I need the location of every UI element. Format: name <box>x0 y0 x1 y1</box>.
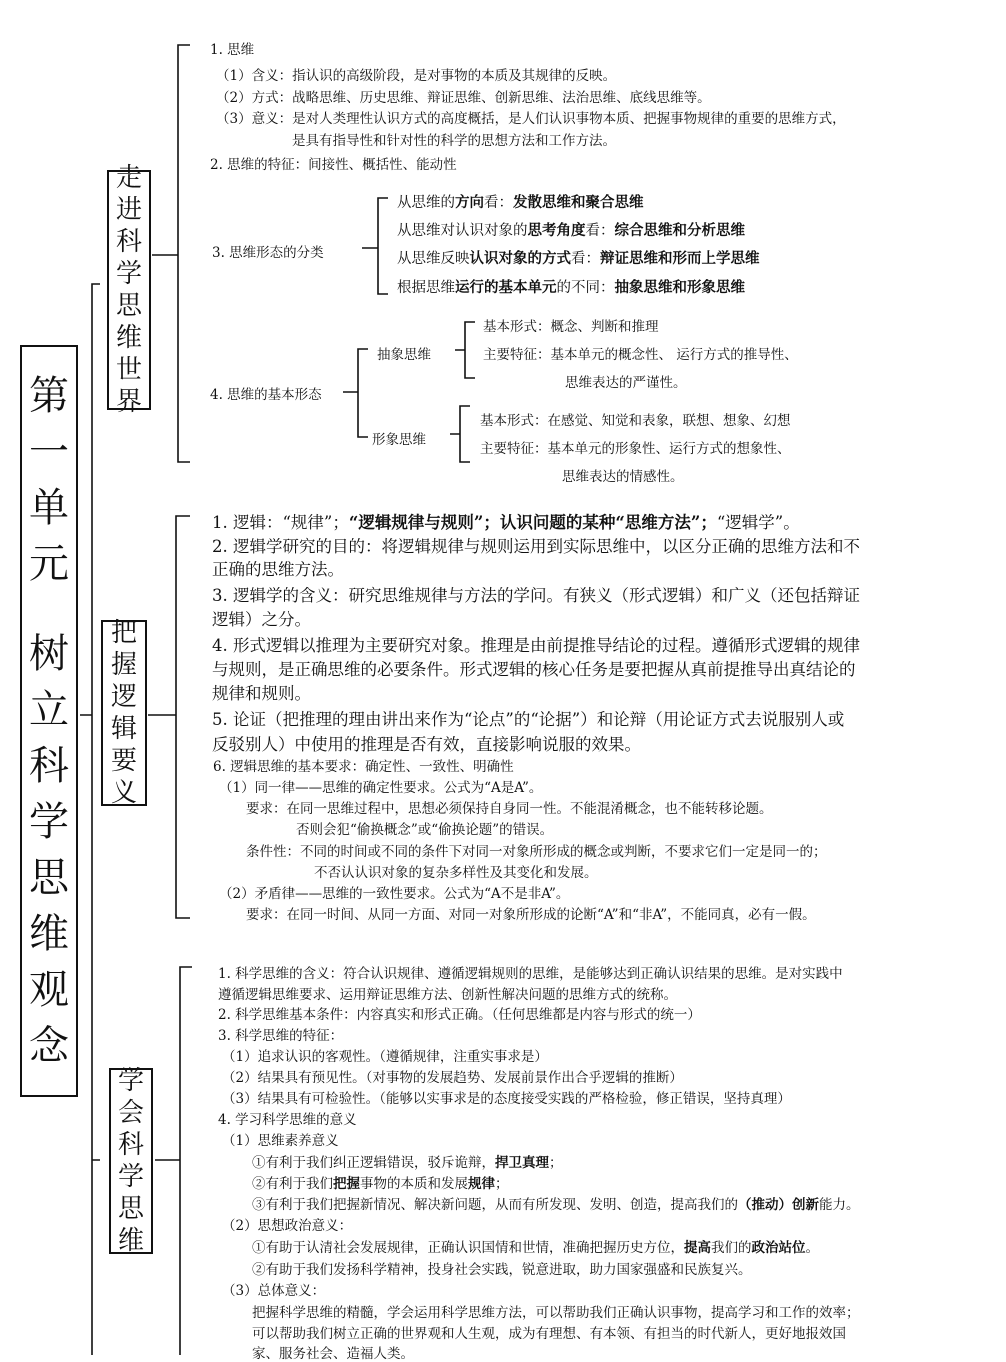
s3-m3a: （1）追求认识的客观性。（遵循规律，注重实事求是） <box>222 1049 548 1065</box>
s3-m4c1: 把握科学思维的精髓，学会运用科学思维方法，可以帮助我们正确认识事物，提高学习和工作的效率； <box>252 1305 860 1321</box>
title-char: 学 <box>117 1162 144 1192</box>
s1-item2: 2. 思维的特征：间接性、概括性、能动性 <box>210 157 457 173</box>
s1-item4: 4. 思维的基本形态 <box>210 387 322 403</box>
s1-item1b: （2）方式：战略思维、历史思维、辩证思维、创新思维、法治思维、底线思维等。 <box>216 90 711 106</box>
title-char: 把 <box>110 618 137 648</box>
s1-class1: 从思维的方向看：发散思维和聚合思维 <box>397 194 644 211</box>
title-char: 科 <box>115 227 142 257</box>
section1-bracket <box>152 45 190 462</box>
s3-m4b2: ②有助于我们发扬科学精神，投身社会实践，锐意进取，助力国家强盛和民族复兴。 <box>252 1262 752 1278</box>
s3-m4c3: 家、服务社会、造福人类。 <box>252 1346 414 1362</box>
s3-m4b: （2）思想政治意义： <box>222 1218 353 1234</box>
s3-m3c: （3）结果具有可检验性。（能够以实事求是的态度接受实践的严格检验，修正错误，坚持真理） <box>222 1091 791 1107</box>
title-char: 一 <box>29 429 69 475</box>
s2-l3a: 3. 逻辑学的含义：研究思维规律与方法的学问。有狭义（形式逻辑）和广义（还包括辩证 <box>212 586 860 605</box>
s2-l6a4: 不否认认识对象的复杂多样性及其变化和发展。 <box>314 865 598 881</box>
s2-l6a: （1）同一律——思维的确定性要求。公式为“A是A”。 <box>219 780 543 796</box>
s1-item1c: （3）意义：是对人类理性认识方式的高度概括，是人们认识事物本质、把握事物规律的重要的思维方式， <box>216 111 846 127</box>
title-char: 观 <box>29 967 69 1013</box>
s2-l2a: 2. 逻辑学研究的目的：将逻辑规律与规则运用到实际思维中，以区分正确的思维方法和不 <box>212 537 860 556</box>
s2-l6b1: 要求：在同一时间、从同一方面、对同一对象所形成的论断“A”和“非A”，不能同真，必有一假。 <box>246 907 816 923</box>
title-char: 维 <box>117 1226 144 1256</box>
s1-image: 形象思维 <box>372 432 426 448</box>
title-char: 走 <box>115 163 142 193</box>
section3-bracket <box>155 967 192 1355</box>
s2-l3b: 逻辑）之分。 <box>212 610 311 629</box>
image-bracket <box>450 406 470 462</box>
title-char: 科 <box>29 743 69 789</box>
s3-m4: 4. 学习科学思维的意义 <box>218 1112 357 1128</box>
section2-title-box <box>101 620 147 806</box>
unit-title-box <box>20 345 78 1097</box>
s1-abs-feat: 主要特征：基本单元的概念性、 运行方式的推导性、 <box>483 347 798 363</box>
title-char: 科 <box>117 1130 144 1160</box>
s2-l1: 1. 逻辑：“规律”；“逻辑规律与规则”；认识问题的某种“思维方法”；“逻辑学”。 <box>212 513 800 532</box>
s1-item1: 1. 思维 <box>210 42 255 58</box>
section1-title-box <box>107 163 151 417</box>
title-char: 单 <box>29 485 69 531</box>
section3-title-box <box>109 1068 153 1254</box>
title-char: 维 <box>115 323 142 353</box>
s3-m4a1: ①有利于我们纠正逻辑错误，驳斥诡辩，捍卫真理； <box>252 1155 563 1171</box>
s2-l6a2: 否则会犯“偷换概念”或“偷换论题”的错误。 <box>296 822 554 838</box>
title-char: 思 <box>117 1194 144 1224</box>
title-char: 维 <box>29 911 69 957</box>
title-char: 会 <box>117 1098 144 1128</box>
s2-l4a: 4. 形式逻辑以推理为主要研究对象。推理是由前提推导结论的过程。遵循形式逻辑的规律 <box>212 636 860 655</box>
s1-img-feat2: 思维表达的情感性。 <box>562 469 684 485</box>
s1-abs-form: 基本形式：概念、判断和推理 <box>483 319 659 335</box>
s1-class4: 根据思维运行的基本单元的不同：抽象思维和形象思维 <box>397 279 745 296</box>
title-char: 辑 <box>110 714 137 744</box>
s1-item3: 3. 思维形态的分类 <box>212 245 324 261</box>
title-char: 学 <box>117 1066 144 1096</box>
s2-l6: 6. 逻辑思维的基本要求：确定性、一致性、明确性 <box>213 759 514 775</box>
s1-img-form: 基本形式：在感觉、知觉和表象，联想、想象、幻想 <box>480 413 791 429</box>
title-char: 思 <box>115 291 142 321</box>
s2-l6a3: 条件性：不同的时间或不同的条件下对同一对象所形成的概念或判断，不要求它们一定是同一的； <box>246 844 827 860</box>
s2-l4b: 与规则，是正确思维的必要条件。形式逻辑的核心任务是要把握从真前提推导出真结论的 <box>212 660 856 679</box>
title-char: 世 <box>115 355 142 385</box>
forms-bracket <box>343 349 368 437</box>
title-char: 界 <box>115 387 142 417</box>
title-char: 树 <box>29 631 69 677</box>
title-char: 学 <box>29 799 69 845</box>
s3-m4c2: 可以帮助我们树立正确的世界观和人生观，成为有理想、有本领、有担当的时代新人，更好地报效国 <box>252 1326 846 1342</box>
title-char: 念 <box>29 1023 69 1069</box>
s2-l6b: （2）矛盾律——思维的一致性要求。公式为“A不是非A”。 <box>219 886 570 902</box>
section2-bracket <box>148 516 190 918</box>
title-char: 立 <box>29 687 69 733</box>
s3-m4b1: ①有助于认清社会发展规律，正确认识国情和世情，准确把握历史方位，提高我们的政治站位。 <box>252 1240 819 1256</box>
s3-m3b: （2）结果具有预见性。（对事物的发展趋势、发展前景作出合乎逻辑的推断） <box>222 1070 683 1086</box>
title-char: 进 <box>115 195 142 225</box>
title-char: 思 <box>29 855 69 901</box>
s1-abstract: 抽象思维 <box>377 347 431 363</box>
s3-m4c: （3）总体意义： <box>222 1283 326 1299</box>
s2-l5b: 反驳别人）中使用的推理是否有效，直接影响说服的效果。 <box>212 735 641 754</box>
s2-l4c: 规律和规则。 <box>212 684 311 703</box>
unit-bracket <box>80 284 100 1355</box>
title-char: 要 <box>110 746 137 776</box>
title-char: 元 <box>29 541 69 587</box>
s1-item1a: （1）含义：指认识的高级阶段，是对事物的本质及其规律的反映。 <box>216 68 617 84</box>
s2-l6a1: 要求：在同一思维过程中，思想必须保持自身同一性。不能混淆概念，也不能转移论题。 <box>246 801 773 817</box>
s2-l5a: 5. 论证（把推理的理由讲出来作为“论点”的“论据”）和论辩（用论证方式去说服别人或 <box>212 710 845 729</box>
s1-img-feat: 主要特征：基本单元的形象性、运行方式的想象性、 <box>480 441 791 457</box>
s3-m4a3: ③有利于我们把握新情况、解决新问题，从而有所发现、发明、创造，提高我们的（推动）创新能力。 <box>252 1197 860 1213</box>
s3-m2: 2. 科学思维基本条件：内容真实和形式正确。（任何思维都是内容与形式的统一） <box>218 1007 701 1023</box>
title-char: 逻 <box>110 682 137 712</box>
s2-l2b: 正确的思维方法。 <box>212 560 344 579</box>
title-char: 握 <box>110 650 137 680</box>
s3-m4a2: ②有利于我们把握事物的本质和发展规律； <box>252 1176 509 1192</box>
s1-item1c2: 是具有指导性和针对性的科学的思想方法和工作方法。 <box>292 133 616 149</box>
classify-bracket <box>362 198 388 294</box>
s3-m3: 3. 科学思维的特征： <box>218 1028 344 1044</box>
s3-m1a: 1. 科学思维的含义：符合认识规律、遵循逻辑规则的思维，是能够达到正确认识结果的思维。是对实践中 <box>218 966 843 982</box>
s1-class2: 从思维对认识对象的思考角度看：综合思维和分析思维 <box>397 222 745 239</box>
s1-class3: 从思维反映认识对象的方式看：辩证思维和形而上学思维 <box>397 250 760 267</box>
title-char: 义 <box>110 778 137 808</box>
abstract-bracket <box>455 322 475 378</box>
title-char: 第 <box>29 373 69 419</box>
s3-m1b: 遵循逻辑思维要求、运用辩证思维方法、创新性解决问题的思维方式的统称。 <box>218 987 677 1003</box>
title-char: 学 <box>115 259 142 289</box>
s1-abs-feat2: 思维表达的严谨性。 <box>565 375 687 391</box>
s3-m4a: （1）思维素养意义 <box>222 1133 339 1149</box>
